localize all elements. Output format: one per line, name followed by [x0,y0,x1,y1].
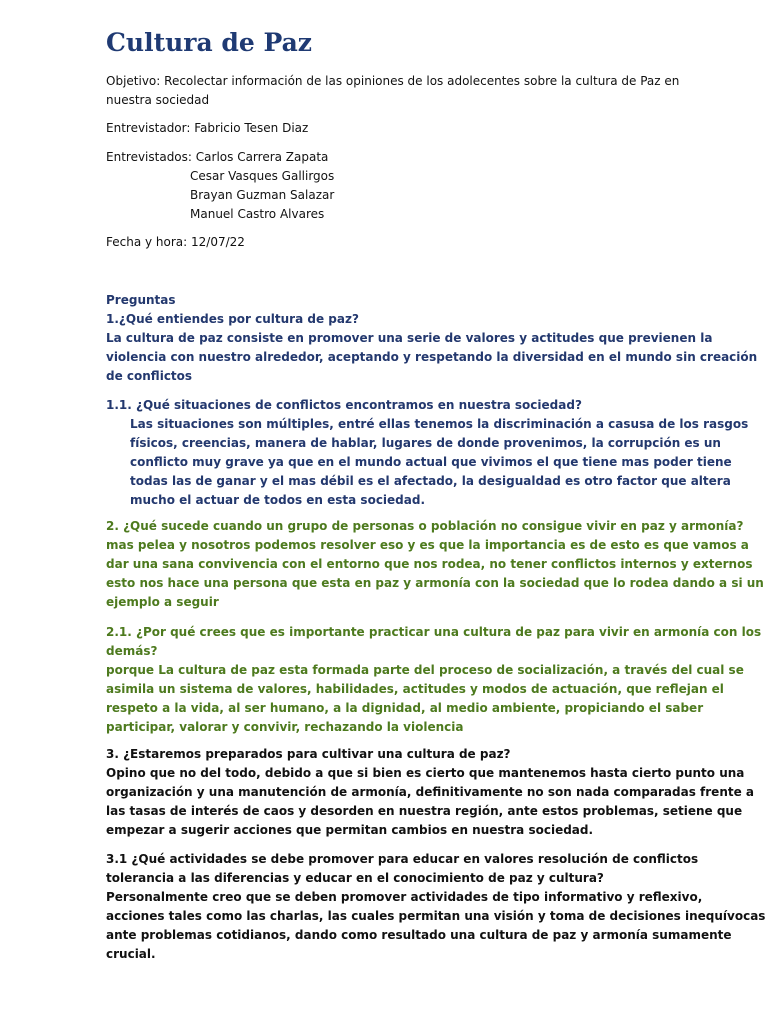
q2-1-answer-line: participar, valorar y convivir, rechazando la violencia [106,720,464,734]
q1-1-answer-line: conflicto muy grave ya que en el mundo actual que vivimos el que tiene mas poder tiene [130,455,732,469]
q1-section [106,291,758,386]
q2-answer-line: dar una sana convivencia con el entorno que nos rodea, no tener conflictos internos y externos [106,557,753,571]
q2-1-answer-line: porque La cultura de paz esta formada parte del proceso de socialización, a través del cual se [106,663,744,677]
q1-1-answer-line: mucho el actuar de todos en esta sociedad. [130,493,426,507]
q3-answer-line: Opino que no del todo, debido a que si bien es cierto que mantenemos hasta cierto punto una [106,766,745,780]
q3-answer-line: empezar a sugerir acciones que permitan cambios en nuestra sociedad. [106,823,594,837]
q2-1-answer-line: asimila un sistema de valores, habilidades, actitudes y modos de actuación, que reflejan el [106,682,724,696]
q2-section [106,517,764,612]
q2-1-section [106,623,762,737]
objetivo-line-2: nuestra sociedad [106,93,210,107]
entrevistado-name: Manuel Castro Alvares [190,207,325,221]
q1-1-answer-line: todas las de ganar y el mas débil es el afectado, la desigualdad es otro factor que altera [130,474,731,488]
q1-answer-line: de conflictos [106,369,193,383]
objetivo-label: Objetivo: [106,74,161,88]
q3-section [106,745,755,840]
q1-1-question: 1.1. ¿Qué situaciones de conflictos encontramos en nuestra sociedad? [106,398,582,412]
objetivo-block [106,72,686,110]
entrevistados-block [106,148,686,224]
q3-answer-line: las tasas de interés de caos y desorden en nuestra región, ante estos problemas, setiene que [106,804,743,818]
q2-1-question: 2.1. ¿Por qué crees que es importante practicar una cultura de paz para vivir en armonía con los [106,625,762,639]
entrevistado-name: Cesar Vasques Gallirgos [190,169,335,183]
q1-1-answer-line: Las situaciones son múltiples, entré ellas tenemos la discriminación a casusa de los rasgos [130,417,749,431]
q2-answer-line: esto nos hace una persona que esta en paz y armonía con la sociedad que lo rodea dando a si un [106,576,764,590]
q2-1-answer-line: respeto a la vida, al ser humano, a la dignidad, al medio ambiente, propiciando el saber [106,701,704,715]
q1-question: 1.¿Qué entiendes por cultura de paz? [106,312,359,326]
fecha-block [106,233,686,252]
q2-answer-line: ejemplo a seguir [106,595,219,609]
q3-1-section [106,850,766,964]
entrevistador-value: Fabricio Tesen Diaz [194,121,309,135]
q3-1-question: 3.1 ¿Qué actividades se debe promover para educar en valores resolución de conflictos [106,852,699,866]
entrevistados-label: Entrevistados: [106,150,192,164]
q3-1-answer-line: acciones tales como las charlas, las cuales permitan una visión y toma de decisiones inequívocas [106,909,766,923]
entrevistado-name: Carlos Carrera Zapata [195,150,329,164]
q2-answer-line: mas pelea y nosotros podemos resolver eso y es que la importancia es de esto es que vamos a [106,538,749,552]
q2-1-question: demás? [106,644,158,658]
entrevistador-block [106,119,686,138]
entrevistado-name: Brayan Guzman Salazar [190,188,335,202]
q2-question: 2. ¿Qué sucede cuando un grupo de personas o población no consigue vivir en paz y armonía? [106,519,744,533]
entrevistador-label: Entrevistador: [106,121,191,135]
preguntas-heading: Preguntas [106,293,176,307]
q3-1-question: tolerancia a las diferencias y educar en el conocimiento de paz y cultura? [106,871,604,885]
q1-answer-line: violencia con nuestro alrededor, aceptando y respetando la diversidad en el mundo sin creación [106,350,758,364]
q3-1-answer-line: crucial. [106,947,156,961]
fecha-value: 12/07/22 [191,235,245,249]
q3-1-answer-line: Personalmente creo que se deben promover actividades de tipo informativo y reflexivo, [106,890,703,904]
fecha-label: Fecha y hora: [106,235,188,249]
page-title: Cultura de Paz [106,28,312,57]
objetivo-line-1: Objetivo: Recolectar información de las opiniones de los adolecentes sobre la cultura de Paz en [106,74,680,88]
q3-1-answer-line: ante problemas cotidianos, dando como resultado una cultura de paz y armonía sumamente [106,928,732,942]
q1-1-section [106,396,749,510]
q3-question: 3. ¿Estaremos preparados para cultivar una cultura de paz? [106,747,511,761]
q3-answer-line: organización y una manutención de armonía, definitivamente no son nada comparadas frente a [106,785,755,799]
q1-answer-line: La cultura de paz consiste en promover una serie de valores y actitudes que previenen la [106,331,713,345]
q1-1-answer-line: físicos, creencias, manera de hablar, lugares de donde provenimos, la corrupción es un [130,436,721,450]
